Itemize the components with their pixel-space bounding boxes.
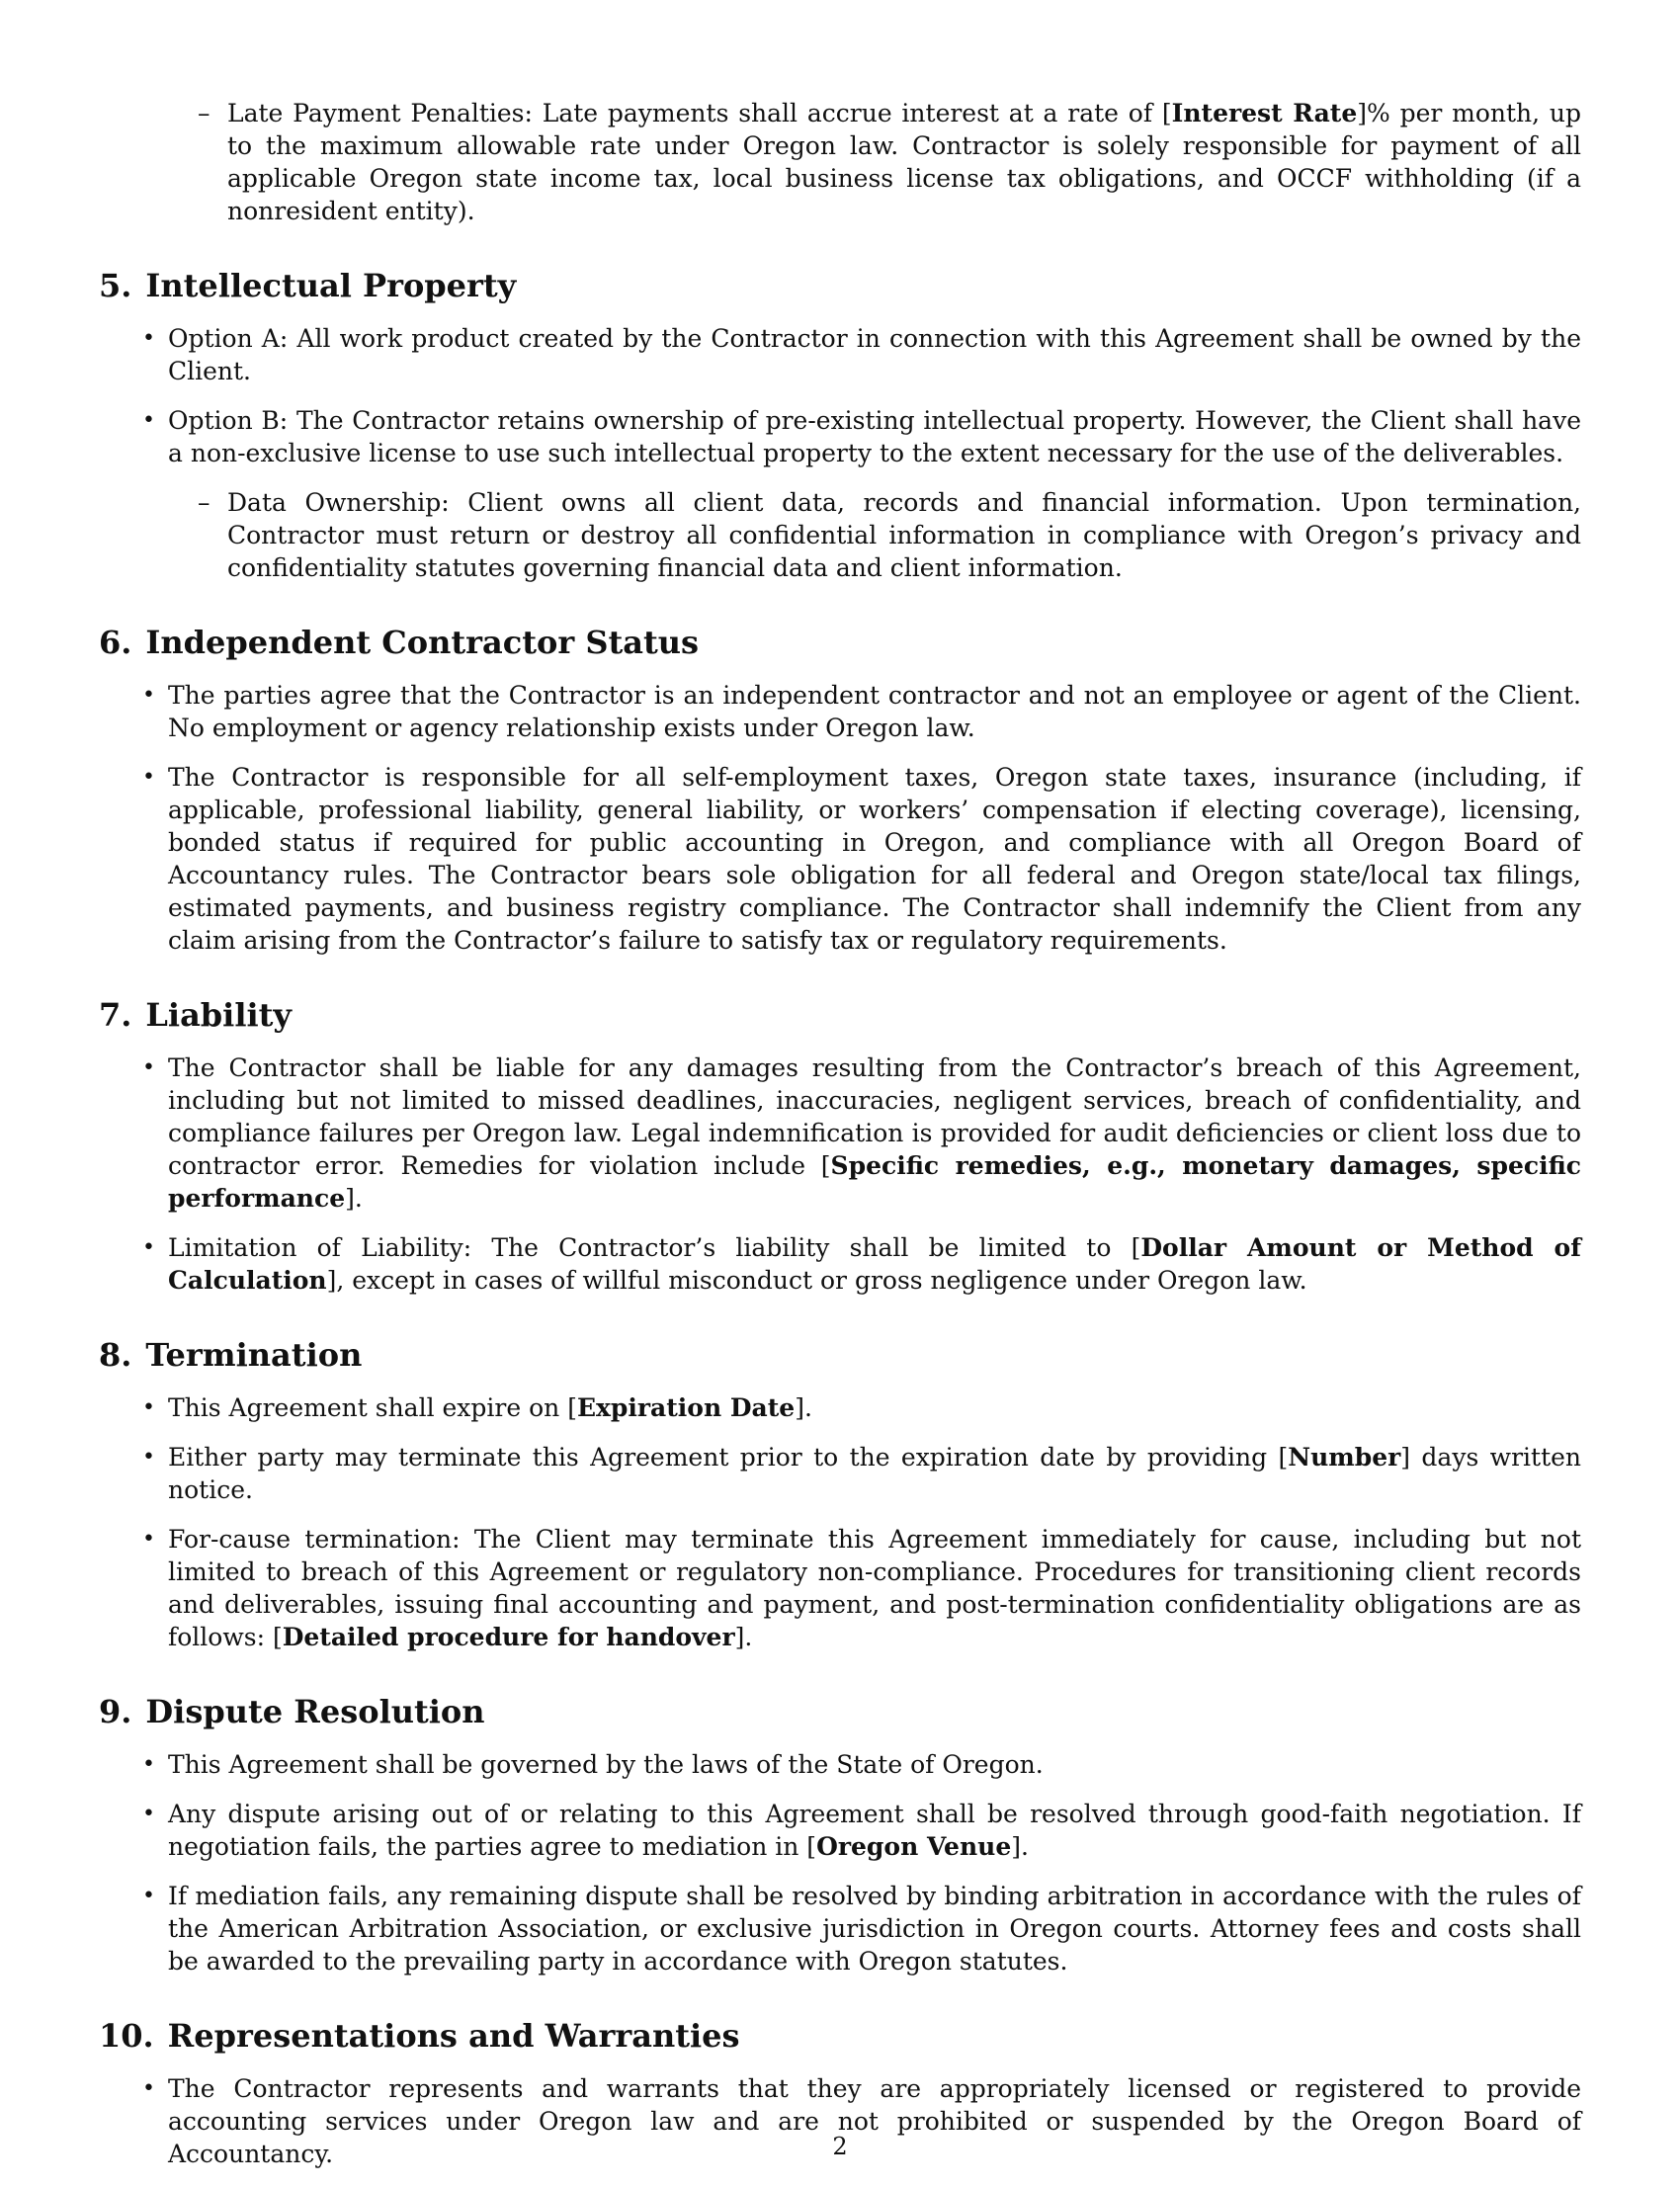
text: Late Payment Penalties: Late payments shall accrue interest at a rate of [ bbox=[227, 99, 1172, 127]
text: The Contractor shall be liable for any damages resulting from the Contractor’s breach of this Agreement, including but not limited to missed deadlines, inaccuracies, negligent services, breach of confidentiality, and compliance failures per Oregon law. Legal indemnification is provided for audit deficiencies or client loss due to contractor error. Remedies for violation include [ bbox=[168, 1053, 1581, 1180]
dash-marker: – bbox=[198, 99, 210, 127]
section-heading-9 bbox=[99, 1693, 1581, 1730]
page-number: 2 bbox=[832, 2133, 848, 2160]
placeholder-number: Number bbox=[1288, 1443, 1401, 1472]
section-number: 10. bbox=[99, 2017, 154, 2055]
section-heading-5 bbox=[99, 267, 1581, 304]
text: The Contractor represents and warrants that they are appropriately licensed or registered to provide accounting services under Oregon law and are not prohibited or suspended by the Oregon Board of Accountancy. bbox=[168, 2074, 1581, 2168]
bullet-marker: • bbox=[142, 1527, 155, 1552]
text: For-cause termination: The Client may terminate this Agreement immediately for cause, including but not limited to breach of this Agreement or regulatory non-compliance. Procedures for transitioning client records and deliverables, issuing final accounting and payment, and post-termination confidentiality obligations are as follows: [ bbox=[168, 1525, 1581, 1651]
data-ownership-subitem bbox=[198, 486, 1581, 584]
text: ]% per month, up to the maximum allowable rate under Oregon law. Contractor is solely responsible for payment of all applicable Oregon state income tax, local business license tax obligations, and OCCF withholding (if a nonresident entity). bbox=[227, 99, 1582, 225]
section-title: Intellectual Property bbox=[145, 267, 517, 304]
list-item bbox=[142, 322, 1581, 387]
text: This Agreement shall expire on [ bbox=[168, 1393, 577, 1422]
section-heading-6 bbox=[99, 624, 1581, 661]
text: Data Ownership: Client owns all client data, records and financial information. Upon termination, Contractor must return or destroy all confidential information in compliance with Oregon’s privacy and confidentiality statutes governing financial data and client information. bbox=[227, 488, 1581, 582]
text: Either party may terminate this Agreement prior to the expiration date by providing [ bbox=[168, 1443, 1289, 1472]
bullet-marker: • bbox=[142, 683, 155, 708]
placeholder-remedies: Specific remedies, e.g., monetary damages, specific performance bbox=[168, 1151, 1581, 1213]
bullet-marker: • bbox=[142, 1752, 155, 1777]
placeholder-dollar-amount: Dollar Amount or Method of Calculation bbox=[168, 1233, 1581, 1295]
bullet-marker: • bbox=[142, 765, 155, 790]
text: The parties agree that the Contractor is an independent contractor and not an employee or agent of the Client. No employment or agency relationship exists under Oregon law. bbox=[168, 681, 1581, 742]
section-heading-8 bbox=[99, 1336, 1581, 1374]
text: ], except in cases of willful misconduct or gross negligence under Oregon law. bbox=[326, 1266, 1307, 1295]
section-number: 7. bbox=[99, 996, 132, 1034]
placeholder-handover-procedure: Detailed procedure for handover bbox=[282, 1623, 735, 1651]
placeholder-expiration-date: Expiration Date bbox=[576, 1393, 796, 1422]
section-title: Representations and Warranties bbox=[167, 2017, 740, 2055]
bullet-marker: • bbox=[142, 326, 155, 351]
text: Option A: All work product created by the Contractor in connection with this Agreement shall be owned by the Client. bbox=[168, 324, 1581, 385]
list-item bbox=[142, 761, 1581, 957]
text: If mediation fails, any remaining dispute shall be resolved by binding arbitration in accordance with the rules of the American Arbitration Association, or exclusive jurisdiction in Oregon courts. Attorney fees and costs shall be awarded to the prevailing party in accordance with Oregon statutes. bbox=[168, 1882, 1581, 1976]
list-item bbox=[142, 404, 1581, 469]
bullet-marker: • bbox=[142, 1884, 155, 1908]
section-heading-7 bbox=[99, 996, 1581, 1034]
section-title: Independent Contractor Status bbox=[145, 624, 700, 661]
bullet-marker: • bbox=[142, 408, 155, 433]
text: ]. bbox=[734, 1623, 753, 1651]
section-number: 6. bbox=[99, 624, 132, 661]
list-item bbox=[142, 1523, 1581, 1653]
text: Option B: The Contractor retains ownership of pre-existing intellectual property. However, the Client shall have a non-exclusive license to use such intellectual property to the extent necessary for the use of the deliverables. bbox=[168, 406, 1581, 467]
text: This Agreement shall be governed by the laws of the State of Oregon. bbox=[168, 1750, 1044, 1779]
list-item bbox=[142, 1231, 1581, 1297]
section-number: 5. bbox=[99, 267, 132, 304]
dash-marker: – bbox=[198, 488, 210, 517]
list-item bbox=[142, 1391, 1581, 1424]
bullet-marker: • bbox=[142, 1235, 155, 1260]
text: The Contractor is responsible for all self-employment taxes, Oregon state taxes, insurance (including, if applicable, professional liability, general liability, or workers’ compensation if electing coverage), licensing, bonded status if required for public accounting in Oregon, and compliance with all Oregon Board of Accountancy rules. The Contractor bears sole obligation for all federal and Oregon state/local tax filings, estimated payments, and business registry compliance. The Contractor shall indemnify the Client from any claim arising from the Contractor’s failure to satisfy tax or regulatory requirements. bbox=[168, 763, 1581, 955]
bullet-marker: • bbox=[142, 1395, 155, 1420]
list-item bbox=[142, 1441, 1582, 1506]
text: Limitation of Liability: The Contractor’s liability shall be limited to [ bbox=[168, 1233, 1141, 1262]
section-heading-10 bbox=[99, 2017, 1581, 2055]
text: ]. bbox=[345, 1184, 363, 1213]
text: Any dispute arising out of or relating to this Agreement shall be resolved through good-faith negotiation. If negotiation fails, the parties agree to mediation in [ bbox=[168, 1800, 1581, 1861]
section-title: Termination bbox=[145, 1336, 363, 1374]
text: ]. bbox=[795, 1393, 812, 1422]
bullet-marker: • bbox=[142, 1055, 155, 1080]
placeholder-oregon-venue: Oregon Venue bbox=[816, 1832, 1012, 1861]
section-number: 9. bbox=[99, 1693, 132, 1730]
document-page bbox=[99, 97, 1581, 2187]
section-title: Dispute Resolution bbox=[145, 1693, 485, 1730]
placeholder-interest-rate: Interest Rate bbox=[1171, 99, 1358, 127]
bullet-marker: • bbox=[142, 1445, 155, 1470]
list-item bbox=[142, 1798, 1581, 1863]
text: ] days written notice. bbox=[168, 1443, 1582, 1504]
bullet-marker: • bbox=[142, 1802, 155, 1826]
bullet-marker: • bbox=[142, 2076, 155, 2101]
list-item bbox=[142, 1051, 1581, 1215]
list-item bbox=[142, 1880, 1581, 1977]
section-title: Liability bbox=[145, 996, 293, 1034]
text: ]. bbox=[1011, 1832, 1029, 1861]
late-payment-subitem bbox=[198, 97, 1582, 227]
list-item bbox=[142, 679, 1581, 744]
section-number: 8. bbox=[99, 1336, 132, 1374]
list-item bbox=[142, 1748, 1581, 1781]
